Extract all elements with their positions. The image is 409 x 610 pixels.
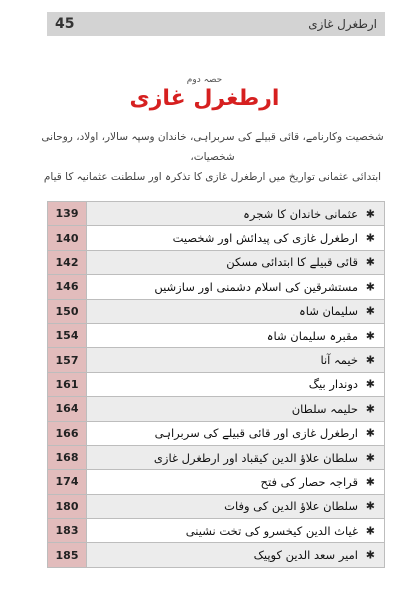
- section-label: حصہ دوم: [186, 75, 223, 85]
- intro-line-2: ابتدائی عثمانی تواریخ میں ارطغرل غازی کا تذکرہ اور سلطنت عثمانیہ کا قیام: [43, 171, 382, 183]
- asterisk-bullet-icon: ✱: [365, 255, 375, 269]
- asterisk-bullet-icon: ✱: [365, 426, 375, 440]
- toc-entry: [87, 470, 385, 494]
- toc-page-number: 154: [48, 323, 87, 347]
- toc-entry: [87, 348, 385, 372]
- toc-row: [48, 202, 385, 226]
- asterisk-bullet-icon: ✱: [365, 304, 375, 318]
- asterisk-bullet-icon: ✱: [365, 280, 375, 294]
- toc-row: [48, 543, 385, 567]
- toc-entry-title: سلیمان شاہ: [298, 304, 358, 319]
- asterisk-bullet-icon: ✱: [365, 207, 375, 221]
- toc-row: [48, 250, 385, 274]
- toc-page-number: 174: [48, 470, 87, 494]
- toc-entry: [87, 421, 385, 445]
- toc-page-number: 185: [48, 543, 87, 567]
- toc-entry-title: امیر سعد الدین کوپیک: [253, 548, 358, 563]
- toc-row: [48, 470, 385, 494]
- toc-entry-title: مستشرقین کی اسلام دشمنی اور سازشیں: [154, 279, 358, 294]
- toc-entry-title: خیمہ آنا: [320, 353, 358, 368]
- toc-entry: [87, 445, 385, 469]
- toc-page-number: 161: [48, 372, 87, 396]
- toc-entry: [87, 397, 385, 421]
- asterisk-bullet-icon: ✱: [365, 524, 375, 538]
- toc-page-number: 164: [48, 397, 87, 421]
- asterisk-bullet-icon: ✱: [365, 475, 375, 489]
- asterisk-bullet-icon: ✱: [365, 451, 375, 465]
- chapter-title: ارطغرل غازی: [129, 86, 280, 111]
- toc-entry: [87, 519, 385, 543]
- toc-entry-title: مقبرہ سلیمان شاہ: [266, 328, 358, 343]
- toc-row: [48, 323, 385, 347]
- page-number: 45: [55, 16, 75, 32]
- toc-entry: [87, 372, 385, 396]
- toc-row: [48, 299, 385, 323]
- asterisk-bullet-icon: ✱: [365, 499, 375, 513]
- chapter-intro: [40, 127, 385, 187]
- toc-entry-title: حلیمہ سلطان: [291, 401, 358, 416]
- asterisk-bullet-icon: ✱: [365, 402, 375, 416]
- toc-entry-title: ارطغرل غازی اور قائی قبیلے کی سربراہی: [154, 426, 358, 441]
- toc-entry: [87, 323, 385, 347]
- toc-entry: [87, 202, 385, 226]
- toc-row: [48, 445, 385, 469]
- toc-row: [48, 226, 385, 250]
- asterisk-bullet-icon: ✱: [365, 377, 375, 391]
- toc-row: [48, 397, 385, 421]
- toc-page-number: 140: [48, 226, 87, 250]
- toc-row: [48, 348, 385, 372]
- toc-page-number: 150: [48, 299, 87, 323]
- toc-row: [48, 519, 385, 543]
- intro-line-1: شخصیت وکارنامے، قائی قبیلے کی سربراہی، خاندان وسپہ سالار، اولاد، روحانی شخصیات،: [41, 131, 384, 163]
- toc-entry-title: سلطان علاؤ الدین کی وفات: [224, 499, 358, 514]
- toc-entry: [87, 275, 385, 299]
- toc-page-number: 166: [48, 421, 87, 445]
- toc-entry-title: قراجہ حصار کی فتح: [260, 474, 358, 489]
- toc-entry: [87, 250, 385, 274]
- asterisk-bullet-icon: ✱: [365, 548, 375, 562]
- running-header: [47, 12, 385, 36]
- toc-row: [48, 275, 385, 299]
- asterisk-bullet-icon: ✱: [365, 353, 375, 367]
- toc-entry-title: ارطغرل غازی کی پیدائش اور شخصیت: [172, 231, 358, 246]
- toc-page-number: 168: [48, 445, 87, 469]
- toc-entry: [87, 543, 385, 567]
- toc-page-number: 146: [48, 275, 87, 299]
- toc-page-number: 142: [48, 250, 87, 274]
- toc-row: [48, 372, 385, 396]
- toc-entry: [87, 299, 385, 323]
- asterisk-bullet-icon: ✱: [365, 231, 375, 245]
- toc-entry-title: سلطان علاؤ الدین کیقباد اور ارطغرل غازی: [153, 450, 358, 465]
- table-of-contents: [47, 201, 385, 568]
- toc-entry-title: قائی قبیلے کا ابتدائی مسکن: [226, 255, 358, 270]
- toc-row: [48, 421, 385, 445]
- asterisk-bullet-icon: ✱: [365, 329, 375, 343]
- toc-row: [48, 494, 385, 518]
- toc-entry-title: غیاث الدین کیخسرو کی تخت نشینی: [185, 523, 358, 538]
- toc-entry-title: دوندار بیگ: [308, 377, 358, 392]
- toc-page-number: 183: [48, 519, 87, 543]
- toc-entry: [87, 226, 385, 250]
- running-title: ارطغرل غازی: [308, 17, 377, 31]
- toc-page-number: 180: [48, 494, 87, 518]
- toc-entry: [87, 494, 385, 518]
- toc-page-number: 139: [48, 202, 87, 226]
- toc-entry-title: عثمانی خاندان کا شجرہ: [243, 206, 358, 221]
- toc-page-number: 157: [48, 348, 87, 372]
